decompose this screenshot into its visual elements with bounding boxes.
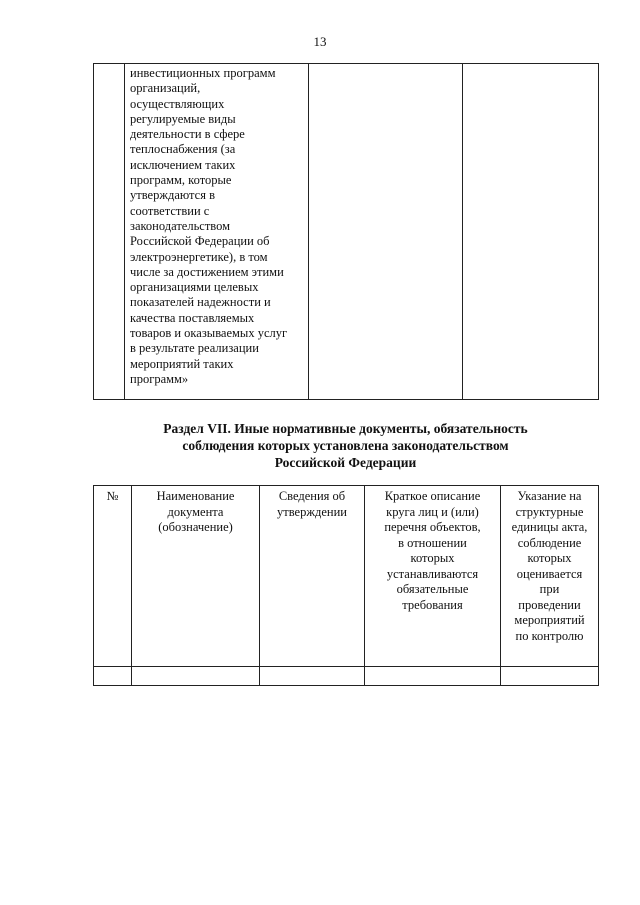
column-header-line: требования (402, 597, 463, 612)
column-header-line: в отношении (398, 535, 467, 550)
column-header (365, 486, 501, 667)
text-line: регулируемые виды (130, 111, 236, 126)
column-header-line: Наименование (156, 489, 235, 503)
column-header-line: при (539, 582, 560, 596)
text-line: электроэнергетике), в том (130, 249, 268, 264)
column-header-line: Сведения об (278, 489, 346, 503)
text-line: качества поставляемых (130, 310, 255, 325)
column-header-line: единицы акта, (511, 520, 588, 534)
column-header-line: мероприятий (514, 613, 585, 627)
section-title (93, 420, 598, 471)
column-header (260, 486, 365, 667)
column-header-line: структурные (515, 504, 584, 519)
column-header (132, 486, 260, 667)
table-cell (94, 667, 132, 686)
section-title-line: Российской Федерации (274, 455, 417, 470)
column-header-line: № (106, 489, 119, 503)
column-header-line: утверждении (277, 504, 347, 519)
documents-table (93, 485, 599, 686)
text-line: организациями целевых (130, 280, 259, 295)
text-line: законодательством (130, 218, 231, 233)
continuation-row (94, 64, 599, 400)
column-header (501, 486, 599, 667)
text-line: программ, которые (130, 173, 232, 188)
column-header-line: круга лиц и (или) (386, 504, 479, 519)
table-header-row (94, 486, 599, 667)
text-line: мероприятий таких (130, 356, 234, 371)
text-line: исключением таких (130, 157, 236, 172)
section-title-line: Раздел VII. Иные нормативные документы, обязательность (163, 421, 528, 436)
text-line: деятельности в сфере (130, 127, 245, 142)
text-line: осуществляющих (130, 96, 225, 111)
column-header-line: документа (167, 504, 224, 519)
text-line: теплоснабжения (за (130, 142, 236, 157)
continuation-cell-number (94, 64, 125, 400)
column-header-line: устанавливаются (386, 566, 479, 581)
continuation-table (93, 63, 599, 400)
text-line: показателей надежности и (130, 295, 271, 310)
continuation-cell-empty (309, 64, 463, 400)
text-line: организаций, (130, 81, 201, 96)
column-header-line: которых (527, 551, 572, 565)
section-title-line: соблюдения которых установлена законодательством (182, 438, 509, 453)
column-header-line: Указание на (517, 489, 582, 503)
column-header-line: проведении (518, 597, 581, 612)
column-header-line: по контролю (515, 628, 584, 643)
column-header-line: Краткое описание (384, 489, 481, 503)
table-cell (132, 667, 260, 686)
continuation-text (125, 64, 308, 387)
continuation-cell-text (125, 64, 309, 400)
column-header-line: обязательные (396, 582, 469, 596)
text-line: в результате реализации (130, 341, 259, 356)
column-header-line: оценивается (516, 566, 583, 581)
column-header-line: соблюдение (517, 535, 582, 550)
page-number: 13 (313, 34, 327, 49)
text-line: утверждаются в (130, 188, 215, 203)
text-line: инвестиционных программ (130, 66, 276, 80)
column-header-line: перечня объектов, (384, 520, 481, 534)
text-line: соответствии с (130, 203, 210, 218)
table-row (94, 667, 599, 686)
text-line: Российской Федерации об (130, 234, 270, 249)
continuation-cell-empty (463, 64, 599, 400)
text-line: программ» (130, 371, 189, 386)
column-header-line: которых (410, 551, 455, 565)
table-cell (260, 667, 365, 686)
column-header-line: (обозначение) (158, 520, 233, 534)
column-header (94, 486, 132, 667)
table-cell (501, 667, 599, 686)
text-line: товаров и оказываемых услуг (130, 326, 288, 341)
text-line: числе за достижением этими (130, 264, 284, 279)
table-cell (365, 667, 501, 686)
